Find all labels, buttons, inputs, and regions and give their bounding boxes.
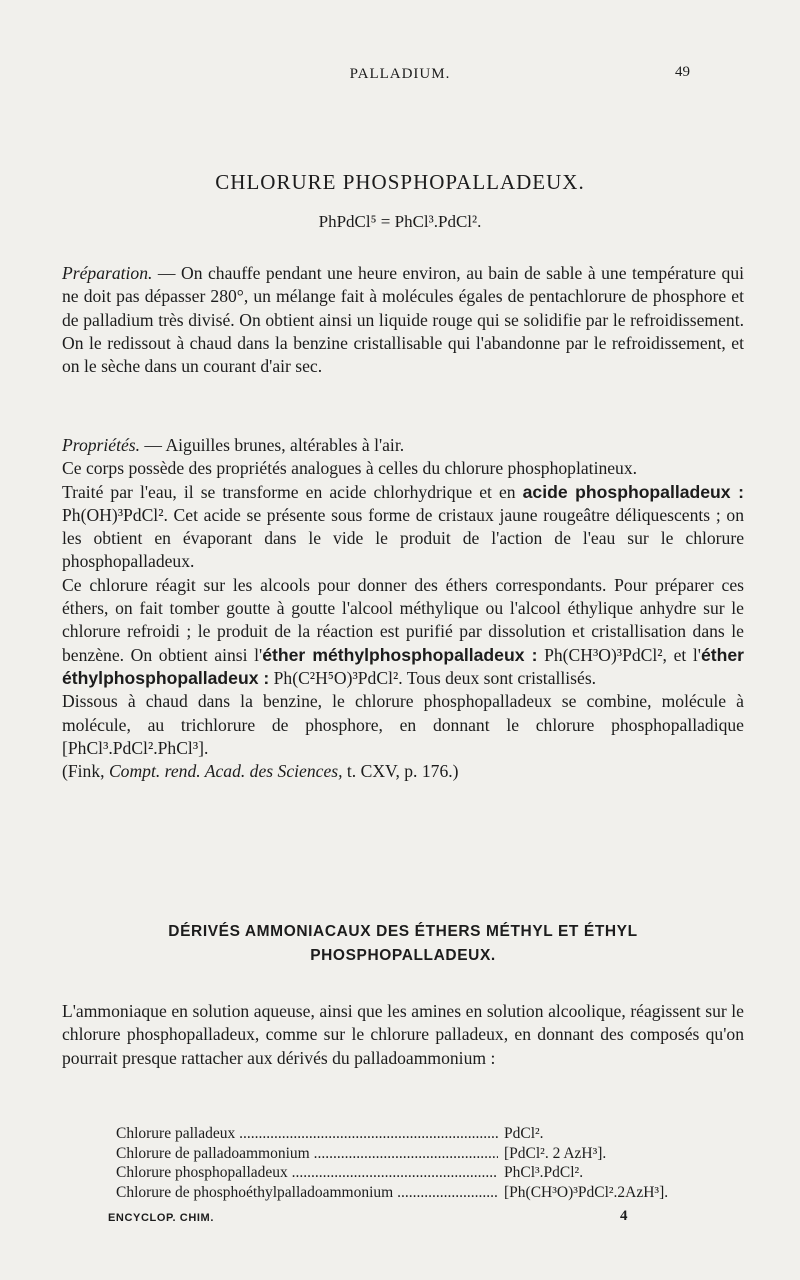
properties-text-4c: Ph(C²H⁵O)³PdCl². Tous deux sont cristallisés. [269,667,597,688]
properties-text-3b: Ph(OH)³PdCl². Cet acide se présente sous forme de cristaux jaune rougeâtre déliquescents ; on les obtient en évaporant dans le vide le produit de l'action de l'eau sur le chlorure phosphopalladeux. [62,504,744,572]
footer-signature-number: 4 [620,1208,628,1224]
properties-text-4b: Ph(CH³O)³PdCl², et l' [537,644,701,665]
section-title: CHLORURE PHOSPHOPALLADEUX. [215,170,585,194]
compound-formula: [Ph(CH³O)³PdCl².2AzH³]. [504,1183,669,1201]
running-head: PALLADIUM. [349,66,451,82]
reference-author: (Fink, [62,761,109,782]
section-formula: PhPdCl⁵ = PhCl³.PdCl². [318,212,482,231]
properties-paragraph-2: Ce corps possède des propriétés analogues à celles du chlorure phosphoplatineux. [62,458,638,479]
table-row [116,1163,726,1183]
properties-paragraph-5: Dissous à chaud dans la benzine, le chlorure phosphopalladeux se combine, molécule à molécule, au trichlorure de phosphore, en donnant le chlorure phosphopalladique [PhCl³.PdCl².PhCl³]. [62,691,744,758]
properties-block [62,434,744,783]
acide-phosphopalladeux-term: acide phosphopalladeux : [522,481,744,502]
table-row [116,1144,726,1164]
preparation-label: Préparation. [62,263,153,283]
subsection-text: L'ammoniaque en solution aqueuse, ainsi que les amines en solution alcoolique, réagissent sur le chlorure phosphopalladeux, comme sur le chlorure palladeux, en donnant des composés qu'on pourrait presque rattacher aux dérivés du palladoammonium : [62,1001,744,1068]
properties-paragraph-1 [62,434,744,457]
properties-text-4a: Ce chlorure réagit sur les alcools pour donner des éthers correspondants. Pour préparer ces éthers, on fait tomber goutte à goutte l'alcool méthylique ou l'alcool éthylique anhydre sur le chlorure refroidi ; le produit de la réaction est purifié par dissolution et cristallisation dans le benzène. On obtient ainsi l' [62,574,744,665]
properties-paragraph-4 [62,574,744,690]
properties-paragraph-3 [62,481,744,574]
compound-table [116,1124,726,1202]
compound-name: Chlorure phosphopalladeux ..... [116,1163,498,1183]
compound-formula: PhCl³.PdCl². [504,1164,584,1181]
subsection-title-line-2: PHOSPHOPALLADEUX. [310,947,496,964]
subsection-title [62,920,744,968]
compound-formula: PdCl². [504,1125,544,1142]
ether-methyl-term: éther méthylphosphopalladeux : [262,644,538,665]
reference-journal: Compt. rend. Acad. des Sciences, [108,761,343,782]
reference-volume: t. CXV, p. 176.) [342,761,459,782]
reference [62,760,744,783]
table-row [116,1183,726,1203]
footer-signature: ENCYCLOP. CHIM. [108,1212,214,1224]
compound-name: Chlorure palladeux ..... [116,1124,498,1144]
ether-ethyl-term: éther éthylphosphopalladeux : [62,644,744,688]
properties-text-3a: Traité par l'eau, il se transforme en acide chlorhydrique et en [62,481,523,502]
subsection-title-line-1: DÉRIVÉS AMMONIACAUX DES ÉTHERS MÉTHYL ET ÉTHYL [168,923,638,940]
compound-name: Chlorure de phosphoéthylpalladoammonium ..... [116,1183,498,1203]
preparation-paragraph [62,262,744,378]
compound-formula: [PdCl². 2 AzH³]. [504,1144,607,1162]
subsection-paragraph [62,1000,744,1070]
table-row [116,1124,726,1144]
preparation-text: — On chauffe pendant une heure environ, au bain de sable à une température qui ne doit pas dépasser 280°, un mélange fait à molécules égales de pentachlorure de phosphore et de palladium très divisé. On obtient ainsi un liquide rouge qui se solidifie par le refroidissement. On le redissout à chaud dans la benzine cristallisable qui l'abandonne par le refroidissement, et on le sèche dans un courant d'air sec. [62,263,744,377]
properties-text-1: — Aiguilles brunes, altérables à l'air. [140,435,405,455]
compound-name: Chlorure de palladoammonium ..... [116,1144,498,1164]
properties-label: Propriétés. [62,435,141,455]
page-number: 49 [675,64,690,80]
